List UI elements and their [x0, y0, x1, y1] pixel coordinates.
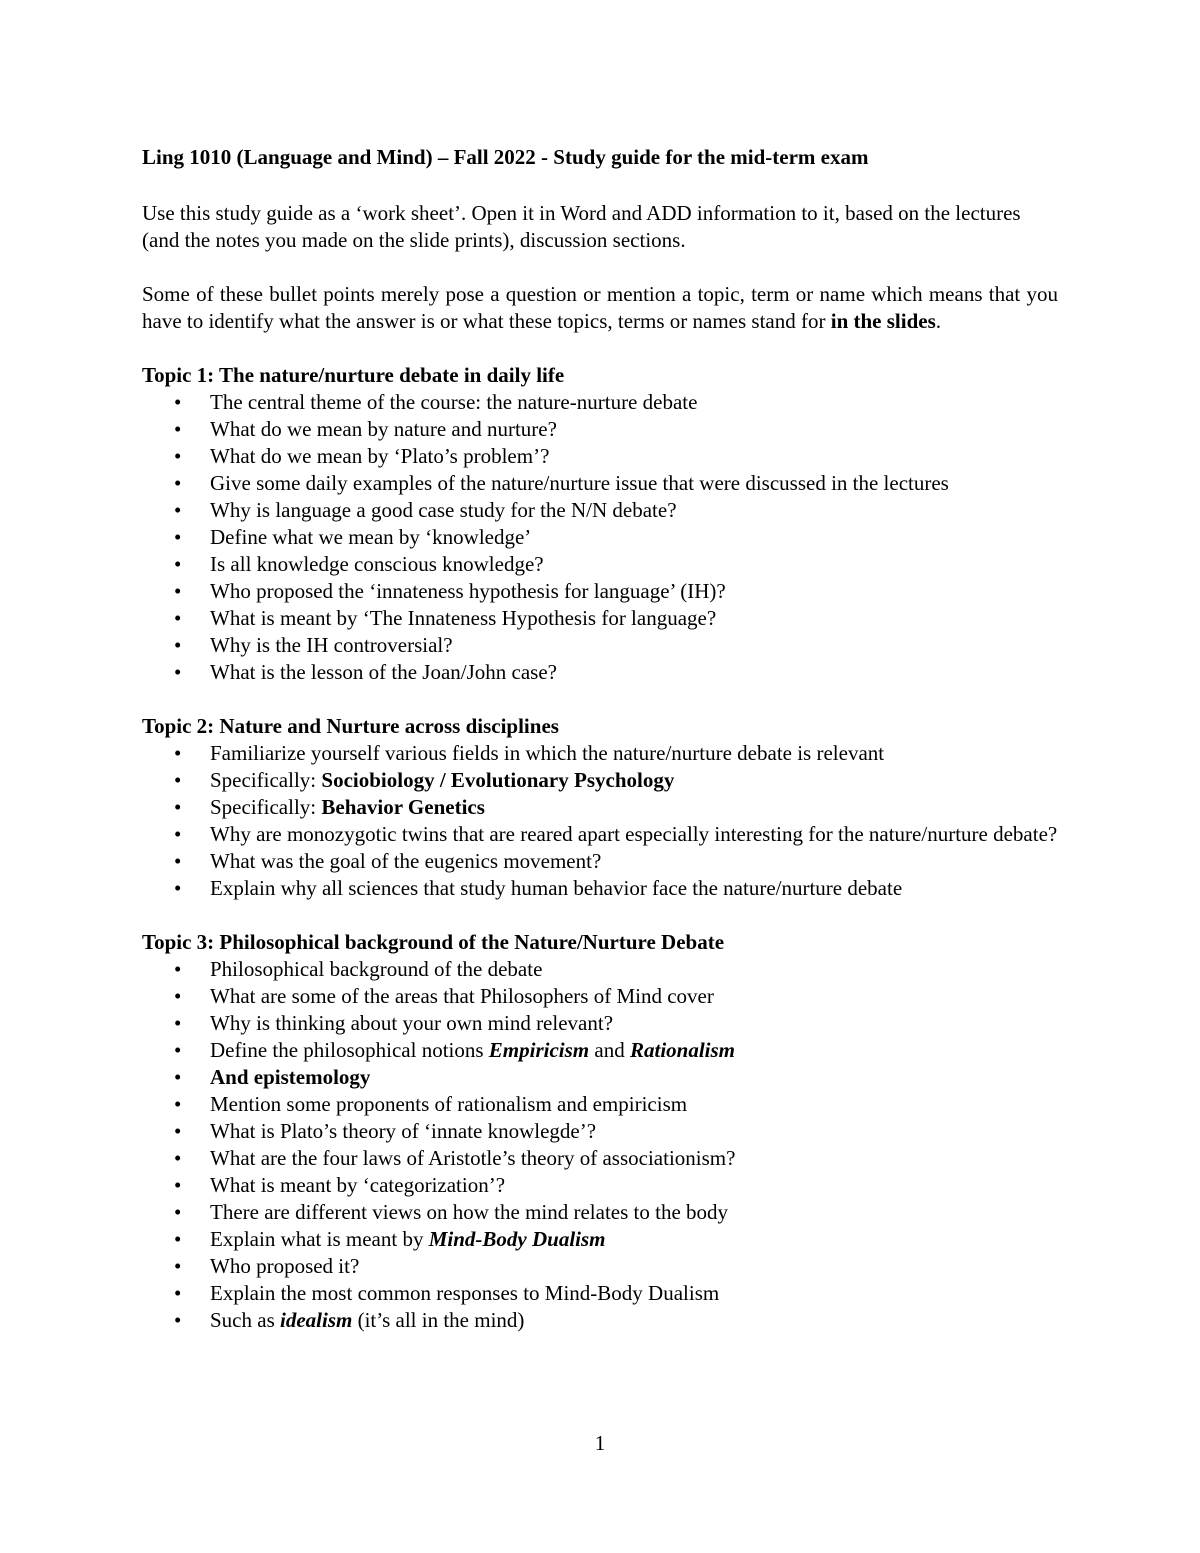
bullet-icon: • — [174, 444, 182, 468]
list-item: • Specifically: Sociobiology / Evolutionary Psychology — [174, 768, 675, 792]
bullet-icon: • — [174, 1065, 182, 1089]
list-item: • Who proposed it? — [174, 1254, 360, 1278]
intro-paragraph-1: Use this study guide as a ‘work sheet’. Open it in Word and ADD information to it, based on the lectures (and the notes you made on the slide prints), discussion sections. — [142, 201, 1021, 252]
list-item: • What is meant by ‘categorization’? — [174, 1173, 506, 1197]
bullet-icon: • — [174, 849, 182, 873]
bullet-icon: • — [174, 1227, 182, 1251]
bullet-icon: • — [174, 1092, 182, 1116]
bold-term: Sociobiology / Evolutionary Psychology — [321, 768, 675, 792]
bullet-icon: • — [174, 606, 182, 630]
bullet-icon: • — [174, 1038, 182, 1062]
bullet-icon: • — [174, 768, 182, 792]
list-item: • Why is the IH controversial? — [174, 633, 453, 657]
bullet-icon: • — [174, 1173, 182, 1197]
list-item: • What is Plato’s theory of ‘innate knowlegde’? — [174, 1119, 597, 1143]
list-item: • What are some of the areas that Philosophers of Mind cover — [174, 984, 714, 1008]
list-item: • Define the philosophical notions Empiricism and Rationalism — [174, 1038, 736, 1062]
bullet-icon: • — [174, 1281, 182, 1305]
list-item: • Explain why all sciences that study human behavior face the nature/nurture debate — [174, 876, 903, 900]
bullet-icon: • — [174, 579, 182, 603]
list-item: • The central theme of the course: the nature-nurture debate — [174, 390, 698, 414]
list-item: • Is all knowledge conscious knowledge? — [174, 552, 544, 576]
intro-end: . — [935, 309, 942, 333]
bullet-icon: • — [174, 525, 182, 549]
bullet-icon: • — [174, 471, 182, 495]
topic-2-heading: Topic 2: Nature and Nurture across disciplines — [142, 714, 559, 738]
list-item: • Give some daily examples of the nature/nurture issue that were discussed in the lectures — [174, 471, 949, 495]
list-item: • Why is language a good case study for the N/N debate? — [174, 498, 677, 522]
list-item: • Such as idealism (it’s all in the mind) — [174, 1308, 525, 1332]
list-item: • And epistemology — [174, 1065, 371, 1089]
topic-1-list — [142, 389, 1058, 686]
bullet-icon: • — [174, 1011, 182, 1035]
document-body — [142, 141, 1058, 1334]
intro-text: Some of these bullet points merely pose a question or mention a topic, term or name which means that you have to identify what the answer is or what these topics, terms or names stand for — [142, 282, 1058, 333]
list-item: • Why is thinking about your own mind relevant? — [174, 1011, 614, 1035]
bullet-icon: • — [174, 1308, 182, 1332]
bullet-icon: • — [174, 417, 182, 441]
list-item: • There are different views on how the mind relates to the body — [174, 1200, 729, 1224]
list-item: • Define what we mean by ‘knowledge’ — [174, 525, 532, 549]
list-item: • Explain what is meant by Mind-Body Dualism — [174, 1227, 606, 1251]
list-item: • Explain the most common responses to Mind-Body Dualism — [174, 1281, 720, 1305]
document-title: Ling 1010 (Language and Mind) – Fall 2022 - Study guide for the mid-term exam — [142, 145, 869, 169]
bullet-icon: • — [174, 984, 182, 1008]
bullet-icon: • — [174, 1146, 182, 1170]
page-number: 1 — [594, 1431, 606, 1455]
list-item: • Why are monozygotic twins that are reared apart especially interesting for the nature/nurture debate? — [174, 822, 1058, 846]
list-item: • Philosophical background of the debate — [174, 957, 543, 981]
topic-2-list — [142, 740, 1058, 902]
bold-term: Behavior Genetics — [321, 795, 485, 819]
list-item: • What was the goal of the eugenics movement? — [174, 849, 602, 873]
bullet-icon: • — [174, 1254, 182, 1278]
list-item: • What is meant by ‘The Innateness Hypothesis for language? — [174, 606, 717, 630]
bullet-icon: • — [174, 957, 182, 981]
bullet-icon: • — [174, 876, 182, 900]
topic-1-heading: Topic 1: The nature/nurture debate in daily life — [142, 363, 565, 387]
bold-italic-term: idealism — [280, 1308, 353, 1332]
intro-paragraph-2 — [142, 281, 1058, 335]
bullet-icon: • — [174, 660, 182, 684]
bullet-icon: • — [174, 741, 182, 765]
list-item: • Mention some proponents of rationalism and empiricism — [174, 1092, 688, 1116]
list-item: • Who proposed the ‘innateness hypothesis for language’ (IH)? — [174, 579, 726, 603]
list-item: • Specifically: Behavior Genetics — [174, 795, 485, 819]
bold-term: epistemology — [253, 1065, 371, 1089]
bullet-icon: • — [174, 795, 182, 819]
list-item: • What are the four laws of Aristotle’s theory of associationism? — [174, 1146, 736, 1170]
bullet-icon: • — [174, 1200, 182, 1224]
list-item: • Familiarize yourself various fields in which the nature/nurture debate is relevant — [174, 741, 885, 765]
bullet-icon: • — [174, 498, 182, 522]
bullet-icon: • — [174, 390, 182, 414]
bullet-icon: • — [174, 1119, 182, 1143]
intro-bold-text: in the slides — [830, 309, 936, 333]
topic-3-list — [142, 956, 1058, 1334]
topic-3-heading: Topic 3: Philosophical background of the Nature/Nurture Debate — [142, 930, 725, 954]
bullet-icon: • — [174, 552, 182, 576]
bullet-icon: • — [174, 633, 182, 657]
list-item: • What do we mean by nature and nurture? — [174, 417, 557, 441]
bold-italic-term: Rationalism — [629, 1038, 736, 1062]
bold-italic-term: Empiricism — [488, 1038, 590, 1062]
bold-italic-term: Mind-Body Dualism — [428, 1227, 606, 1251]
list-item: • What do we mean by ‘Plato’s problem’? — [174, 444, 550, 468]
list-item: • What is the lesson of the Joan/John case? — [174, 660, 557, 684]
bullet-icon: • — [174, 822, 182, 846]
